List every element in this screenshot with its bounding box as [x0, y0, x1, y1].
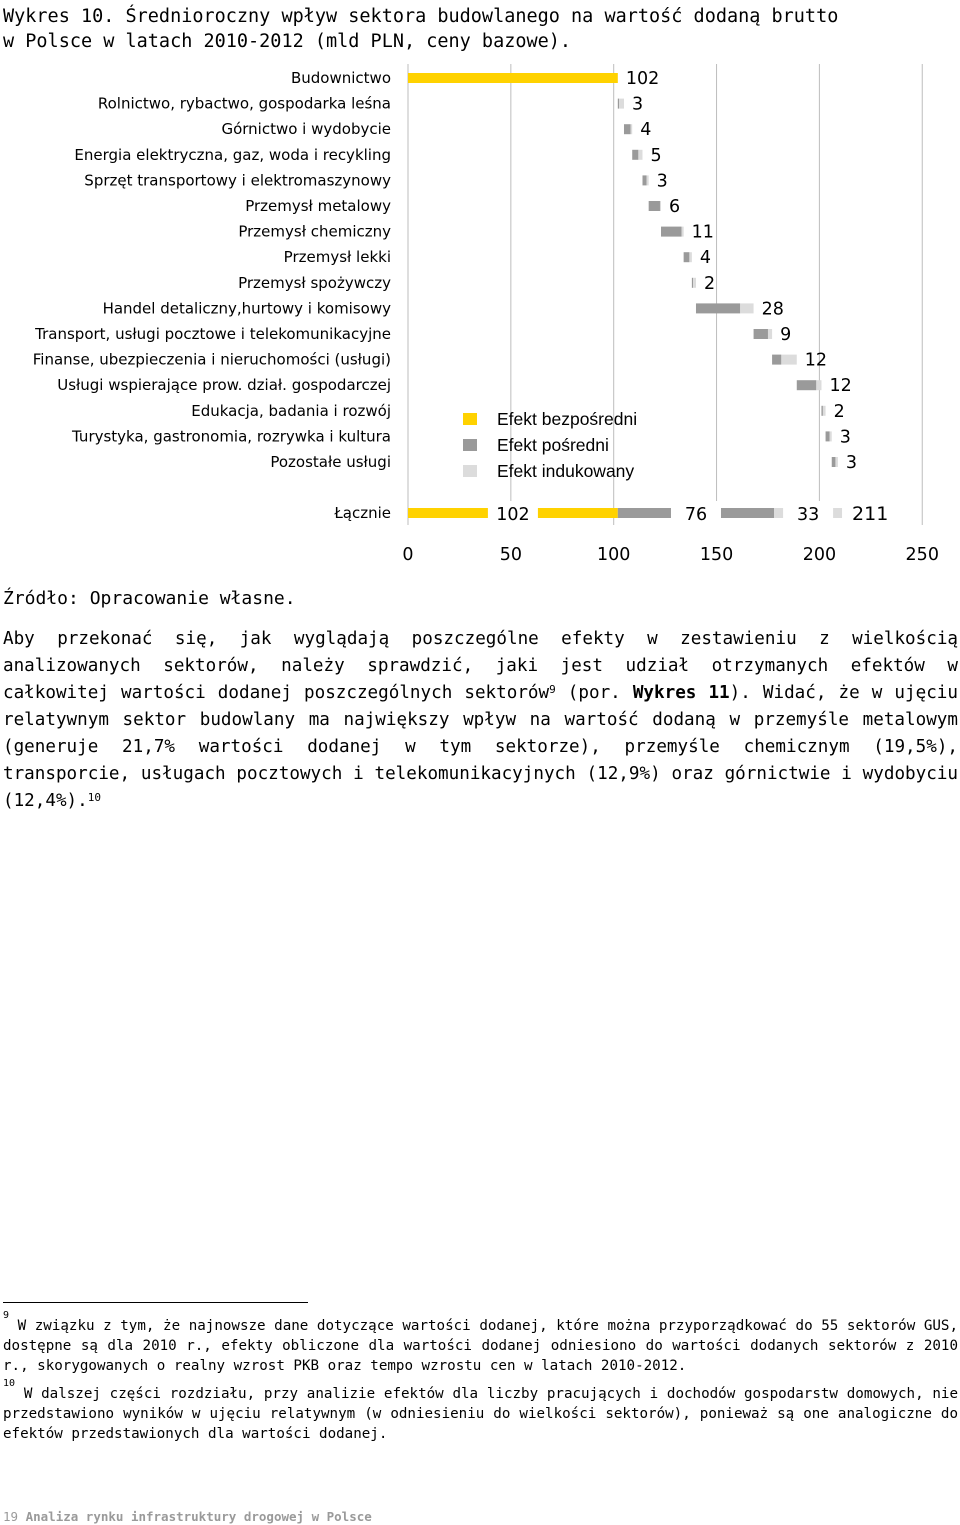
bar-segment — [821, 406, 822, 416]
category-label: Rolnictwo, rybactwo, gospodarka leśna — [97, 94, 391, 113]
bar-segment — [682, 227, 684, 237]
footnote-10-number: 10 — [3, 1378, 16, 1389]
category-label: Budownictwo — [290, 69, 391, 87]
total-label: Łącznie — [334, 504, 391, 522]
total-segment-label: 102 — [496, 505, 530, 525]
footnote-ref-9[interactable]: 9 — [549, 683, 556, 696]
value-label: 12 — [829, 376, 852, 397]
value-label: 4 — [640, 120, 652, 141]
chart-title-line1: Wykres 10. Średnioroczny wpływ sektora budowlanego na wartość dodaną brutto — [3, 6, 839, 27]
page-number: 19 — [3, 1509, 19, 1524]
bar-segment — [408, 73, 618, 83]
legend-swatch — [463, 413, 477, 425]
value-label: 11 — [691, 222, 714, 243]
category-label: Przemysł spożywczy — [238, 273, 391, 292]
bar-segment — [632, 150, 638, 160]
bar-segment — [830, 431, 832, 441]
footnote-10-text: W dalszej części rozdziału, przy analizie efektów dla liczby pracujących i dochodów gospodarstw domowych, nie przedstawiono wyników w ujęciu relatywnym (w odniesieniu do wielkości sektorów), ponieważ są one analogiczne do efektów przedstawionych dla wartości dodanej. — [3, 1386, 958, 1442]
x-tick-label: 100 — [596, 545, 631, 565]
total-row — [408, 501, 888, 525]
footnote-separator — [3, 1302, 308, 1303]
category-label: Turystyka, gastronomia, rozrywka i kultura — [72, 427, 391, 446]
chart-title-line2: w Polsce w latach 2010-2012 (mld PLN, ceny bazowe). — [3, 31, 572, 52]
bar-segment — [797, 380, 817, 390]
category-label: Przemysł lekki — [283, 248, 391, 267]
bar-segment — [832, 457, 836, 467]
x-tick-label: 50 — [499, 545, 522, 565]
value-label: 102 — [625, 69, 660, 89]
bar-segment — [693, 278, 696, 288]
bar-segment — [684, 252, 690, 262]
chart-title — [3, 4, 958, 54]
category-label: Handel detaliczny,hurtowy i komisowy — [102, 299, 391, 318]
bar-segment — [692, 278, 693, 288]
value-label: 6 — [669, 197, 681, 217]
legend-swatch — [463, 439, 477, 451]
value-label: 5 — [650, 145, 662, 166]
footnote-10 — [3, 1378, 958, 1444]
value-label: 12 — [804, 350, 828, 371]
category-label: Pozostałe usługi — [270, 453, 391, 471]
x-tick-label: 200 — [802, 545, 837, 565]
bar-segment — [624, 124, 631, 134]
bar-segment — [740, 303, 753, 313]
category-label: Transport, usługi pocztowe i telekomunikacyjne — [35, 325, 391, 343]
total-sum-label: 211 — [852, 503, 889, 525]
bar-segment — [619, 99, 624, 109]
category-label: Usługi wspierające prow. dział. gospodarczej — [57, 376, 391, 395]
value-label: 3 — [631, 94, 644, 115]
bar-segment — [696, 303, 740, 313]
bar-segment — [638, 150, 642, 160]
value-label: 4 — [699, 248, 712, 269]
category-label: Sprzęt transportowy i elektromaszynowy — [84, 171, 391, 190]
bar-segment — [768, 329, 772, 339]
value-label: 3 — [845, 453, 858, 473]
footnote-9-number: 9 — [3, 1310, 10, 1321]
bar-segment — [781, 355, 796, 365]
bar-segment — [772, 355, 781, 365]
paragraph-text-3: ). Widać, że w ujęciu relatywnym sektor budowlany ma największy wpływ na wartość dodaną w przemyśle metalowym (generuje 21,7% wartości dodanej w tym sektorze), przemyśle chemicznym (19,5%), transporcie, usługach pocztowych i telekomunikacyjnych (12,9%) oraz górnictwie i wydobyciu (12,4%). — [3, 683, 958, 811]
category-label: Edukacja, badania i rozwój — [191, 401, 391, 420]
waterfall-chart — [0, 58, 960, 583]
category-labels — [33, 69, 391, 522]
x-tick-label: 150 — [699, 545, 734, 565]
body-paragraph — [3, 626, 958, 815]
category-label: Górnictwo i wydobycie — [221, 120, 391, 139]
bar-segment — [660, 201, 661, 211]
legend-label: Efekt indukowany — [497, 461, 635, 481]
value-label: 9 — [780, 325, 792, 345]
category-label: Energia elektryczna, gaz, woda i recykling — [74, 145, 391, 164]
bar-segment — [754, 329, 768, 339]
bar-segment — [835, 457, 837, 467]
footnote-ref-10[interactable]: 10 — [87, 791, 101, 804]
legend-label: Efekt bezpośredni — [497, 409, 638, 429]
bar-segment — [642, 175, 646, 185]
page-footer-title: Analiza rynku infrastruktury drogowej w Polsce — [25, 1509, 372, 1524]
chart-legend — [463, 409, 637, 481]
figure-reference[interactable]: Wykres 11 — [632, 683, 730, 703]
source-note: Źródło: Opracowanie własne. — [3, 588, 296, 609]
bar-segment — [823, 406, 826, 416]
bar-segment — [816, 380, 821, 390]
page-footer — [3, 1509, 372, 1524]
paragraph-text-1: Aby przekonać się, jak wyglądają poszczególne efekty w zestawieniu z wielkością analizowanych sektorów, należy sprawdzić, jaki jest udział otrzymanych efektów w całkowitej wartości dodanej poszczególnych sektorów — [3, 629, 958, 703]
category-label: Finanse, ubezpieczenia i nieruchomości (usługi) — [32, 350, 391, 369]
bar-segment — [661, 227, 682, 237]
footnote-9-text: W związku z tym, że najnowsze dane dotyczące wartości dodanej, które można przyporządkować do 55 sektorów GUS, dostępne są dla 2010 r., efekty obliczone dla wartości dodanej odniesiono do wartości dodanych sektorów z 2010 r., skorygowanych o realny wzrost PKB oraz tempo wzrostu cen w latach 2010-2012. — [3, 1318, 958, 1374]
legend-label: Efekt pośredni — [497, 435, 609, 455]
total-segment-label: 33 — [796, 505, 820, 525]
legend-swatch — [463, 465, 477, 477]
category-label: Przemysł metalowy — [245, 197, 391, 215]
footnote-9 — [3, 1310, 958, 1376]
value-label: 3 — [656, 171, 668, 192]
x-axis-ticks — [402, 545, 939, 565]
x-tick-label: 250 — [905, 545, 939, 565]
bar-segment — [618, 99, 619, 109]
x-tick-label: 0 — [402, 545, 414, 565]
value-label: 2 — [833, 401, 845, 422]
bar-segment — [649, 201, 660, 211]
chart-bars — [408, 73, 838, 467]
bar-segment — [631, 124, 633, 134]
total-segment-label: 76 — [684, 505, 708, 525]
bar-segment — [826, 431, 830, 441]
bar-segment — [647, 175, 649, 185]
paragraph-text-2: (por. — [555, 683, 633, 703]
value-label: 3 — [839, 427, 851, 448]
value-label: 2 — [703, 273, 716, 294]
value-label: 28 — [761, 299, 784, 320]
bar-segment — [689, 252, 691, 262]
category-label: Przemysł chemiczny — [238, 222, 391, 241]
